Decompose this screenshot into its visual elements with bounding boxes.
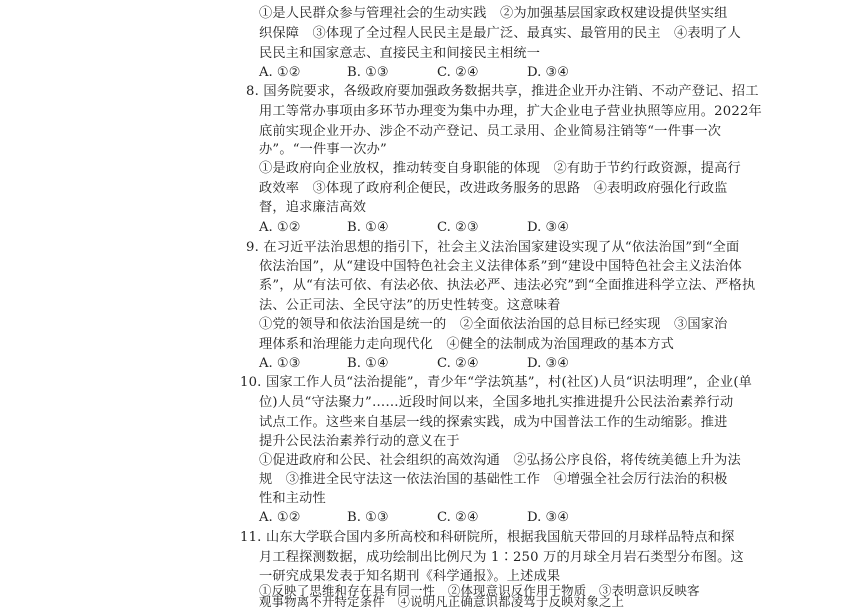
q11-stem-line-3: 一研究成果发表于知名期刊《科学通报》。上述成果: [259, 569, 561, 584]
q8-stem-line-4: 办”。“一件事一次办”: [259, 142, 387, 157]
q10-stem-line-1: 10. 国家工作人员“法治提能”，青少年“学法筑基”，村(社区)人员“识法明理”，企业(单: [240, 375, 753, 390]
q10-statement-line-2: 规 ③推进全民守法这一依法治国的基础性工作 ④增强全社会厉行法治的积极: [259, 472, 728, 487]
q8-option-a: A. ①②: [259, 220, 301, 235]
q9-statement-line-1: ①党的领导和依法治国是统一的 ②全面依法治国的总目标已经实现 ③国家治: [259, 317, 728, 332]
q8-stem-line-3: 底前实现企业开办、涉企不动产登记、员工录用、企业简易注销等“一件事一次: [259, 124, 722, 139]
q9-option-a: A. ①③: [259, 356, 301, 371]
q7-option-a: A. ①②: [259, 65, 301, 80]
q9-statement-line-2: 理体系和治理能力走向现代化 ④健全的法制成为治国理政的基本方式: [259, 337, 675, 352]
q10-option-d: D. ③④: [527, 510, 570, 525]
q11-stem-line-1: 11. 山东大学联合国内多所高校和科研院所，根据我国航天带回的月球样品特点和探: [240, 530, 735, 545]
q8-statement-line-3: 督，追求廉洁高效: [259, 200, 367, 215]
q10-statement-line-3: 性和主动性: [259, 491, 326, 506]
q11-stem-line-2: 月工程探测数据，成功绘制出比例尺为 1∶250 万的月球全月岩石类型分布图。这: [259, 550, 744, 565]
q9-stem-line-4: 法、公正司法、全民守法”的历史性转变。这意味着: [259, 298, 561, 313]
q7-option-b: B. ①③: [347, 65, 389, 80]
q8-option-b: B. ①④: [347, 220, 389, 235]
q8-statement-line-2: 政效率 ③体现了政府利企便民，改进政务服务的思路 ④表明政府强化行政监: [259, 181, 728, 196]
q10-option-a: A. ①②: [259, 510, 301, 525]
q9-option-c: C. ②④: [437, 356, 479, 371]
q7-statement-line-1: ①是人民群众参与管理社会的生动实践 ②为加强基层国家政权建设提供坚实组: [259, 6, 728, 21]
q8-stem-line-2: 用工等常办事项由多环节办理变为集中办理，扩大企业电子营业执照等应用。2022年: [259, 104, 762, 119]
q9-option-d: D. ③④: [527, 356, 570, 371]
q8-option-d: D. ③④: [527, 220, 570, 235]
q9-stem-line-3: 系”，从“有法可依、有法必依、执法必严、违法必究”到“全面推进科学立法、严格执: [259, 278, 756, 293]
q9-stem-line-2: 依法治国”，从“建设中国特色社会主义法律体系”到“建设中国特色社会主义法治体: [259, 259, 742, 274]
q7-option-c: C. ②④: [437, 65, 479, 80]
q10-option-c: C. ②④: [437, 510, 479, 525]
q8-stem-line-1: 8. 国务院要求，各级政府要加强政务数据共享，推进企业开办注销、不动产登记、招工: [246, 84, 759, 99]
q10-stem-line-2: 位)人员“守法聚力”……近段时间以来，全国多地扎实推进提升公民法治素养行动: [259, 395, 734, 410]
q8-statement-line-1: ①是政府向企业放权，推动转变自身职能的体现 ②有助于节约行政资源，提高行: [259, 161, 741, 176]
q9-stem-line-1: 9. 在习近平法治思想的指引下，社会主义法治国家建设实现了从“依法治国”到“全面: [246, 240, 740, 255]
q10-stem-line-4: 提升公民法治素养行动的意义在于: [259, 434, 460, 449]
q7-option-d: D. ③④: [527, 65, 570, 80]
q10-statement-line-1: ①促进政府和公民、社会组织的高效沟通 ②弘扬公序良俗，将传统美德上升为法: [259, 453, 741, 468]
q10-option-b: B. ①③: [347, 510, 389, 525]
q11-statement-line-2: 观事物离不开特定条件 ④说明凡正确意识都凌驾于反映对象之上: [259, 594, 625, 609]
q8-option-c: C. ②③: [437, 220, 479, 235]
q11-statement-line-1: ①反映了思维和存在具有同一性 ②体现意识反作用于物质 ③表明意识反映客: [259, 583, 700, 598]
q7-statement-line-2: 织保障 ③体现了全过程人民民主是最广泛、最真实、最管用的民主 ④表明了人: [259, 26, 741, 41]
q7-statement-line-3: 民民主和国家意志、直接民主和间接民主相统一: [259, 46, 541, 61]
q10-stem-line-3: 试点工作。这些来自基层一线的探索实践，成为中国普法工作的生动缩影。推进: [259, 415, 728, 430]
q9-option-b: B. ①④: [347, 356, 389, 371]
